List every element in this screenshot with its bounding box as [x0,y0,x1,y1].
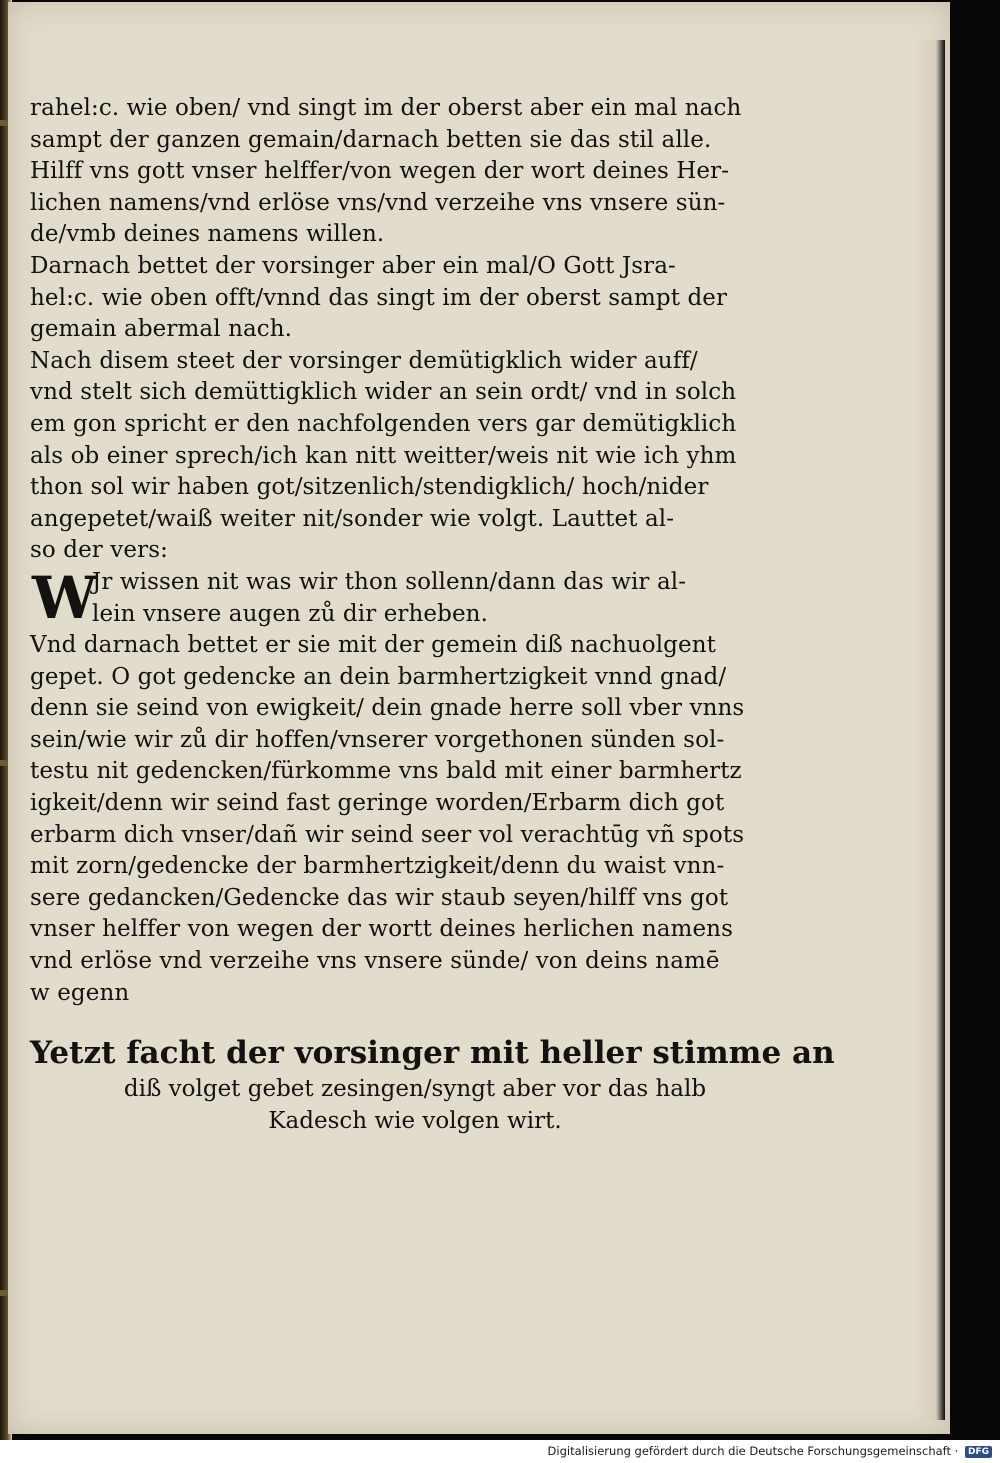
text-line: Darnach bettet der vorsinger aber ein mal/O Gott Jsra- [30,252,676,279]
text-line: em gon spricht er den nachfolgenden vers gar demütigklich [30,410,737,437]
body-text [30,93,745,1009]
text-line: Vnd darnach bettet er sie mit der gemein diß nachuolgent [30,632,716,659]
text-line: vnd erlöse vnd verzeihe vns vnsere sünde/ von deins namē [30,948,720,975]
text-line: rahel:c. wie oben/ vnd singt im der oberst aber ein mal nach [30,95,742,121]
text-line: gepet. O got gedencke an dein barmhertzigkeit vnnd gnad/ [30,663,727,690]
text-line: igkeit/denn wir seind fast geringe worden/Erbarm dich got [30,790,725,817]
heading-line: Yetzt facht der vorsinger mit heller stimme an [30,1035,835,1071]
text-line: so der vers: [30,537,168,564]
text-line: lichen namens/vnd erlöse vns/vnd verzeihe vns vnsere sün- [30,189,726,216]
heading-line: Kadesch wie volgen wirt. [268,1108,562,1134]
text-line: hel:c. wie oben offt/vnnd das singt im der oberst sampt der [30,284,728,311]
text-line: vnser helffer von wegen der wortt deines herlichen namens [30,916,733,943]
text-line: Nach disem steet der vorsinger demütigklich wider auff/ [30,347,698,374]
text-line: sampt der ganzen gemain/darnach betten sie das stil alle. [30,126,712,153]
text-line: erbarm dich vnser/dañ wir seind seer vol verachtūg vñ spots [30,821,745,848]
text-line: Jr wissen nit was wir thon sollenn/dann das wir al- [92,568,687,595]
section-heading [30,1033,835,1137]
text-line: sein/wie wir zů dir hoffen/vnserer vorgethonen sünden sol- [30,726,725,753]
text-line: de/vmb deines namens willen. [30,221,385,248]
funding-credit [548,1444,992,1458]
text-line: w egenn [30,979,130,1006]
text-line: angepetet/waiß weiter nit/sonder wie volgt. Lauttet al- [30,505,675,532]
text-line: vnd stelt sich demüttigklich wider an sein ordt/ vnd in solch [30,379,737,406]
text-line: gemain abermal nach. [30,316,293,343]
heading-line: diß volget gebet zesingen/syngt aber vor das halb [123,1076,707,1102]
text-line: als ob einer sprech/ich kan nitt weitter/weis nit wie ich yhm [30,442,737,469]
dropcap-line [30,599,730,631]
text-line: mit zorn/gedencke der barmhertzigkeit/denn du waist vnn- [30,853,725,880]
credit-separator: · [954,1444,959,1458]
text-line: Hilff vns gott vnser helffer/von wegen der wort deines Her- [30,158,730,185]
dfg-logo-icon: DFG [965,1446,992,1458]
text-line: thon sol wir haben got/sitzenlich/stendigklich/ hoch/nider [30,474,709,501]
credit-text: Digitalisierung gefördert durch die Deutsche Forschungsgemeinschaft [547,1444,952,1458]
text-line: sere gedancken/Gedencke das wir staub seyen/hilff vns got [30,884,729,911]
text-line: lein vnsere augen zů dir erheben. [92,600,488,627]
page-edge-shadow [915,40,945,1420]
text-line: testu nit gedencken/fürkomme vns bald mit einer barmhertz [30,758,742,785]
drop-capital: W [32,563,98,632]
text-line: denn sie seind von ewigkeit/ dein gnade herre soll vber vnns [30,695,745,722]
